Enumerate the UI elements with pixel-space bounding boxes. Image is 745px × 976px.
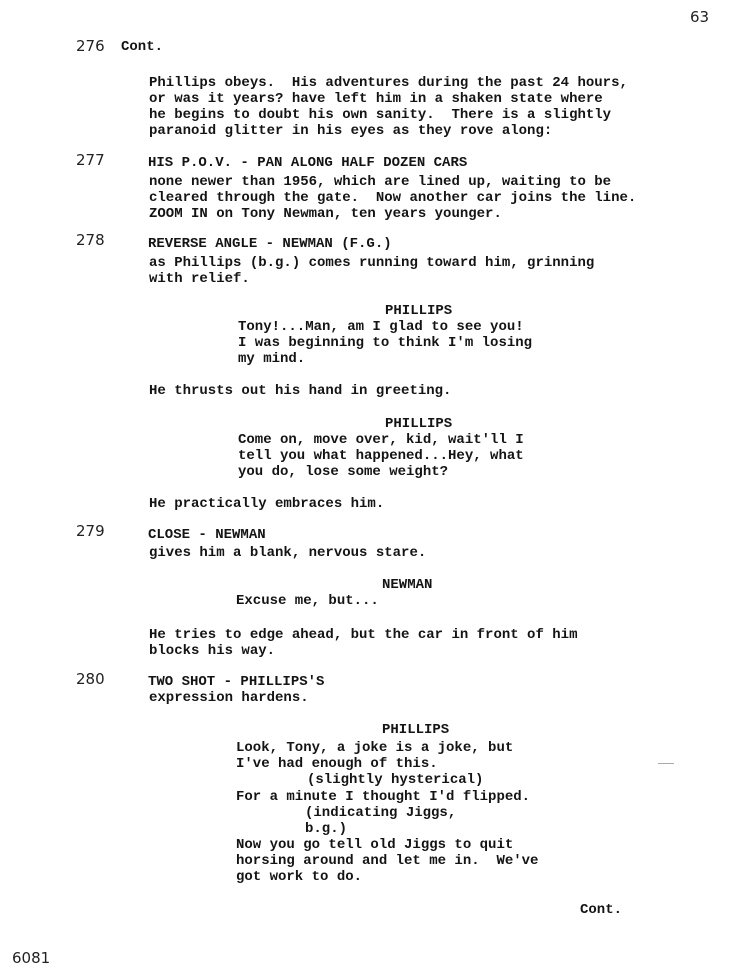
action-line: as Phillips (b.g.) comes running toward him, grinning <box>149 255 595 271</box>
dialogue-line: horsing around and let me in. We've <box>236 853 539 869</box>
action-line: or was it years? have left him in a shaken state where <box>149 91 603 107</box>
margin-mark <box>658 763 674 764</box>
dialogue-line: Excuse me, but... <box>236 593 379 609</box>
continued-footer: Cont. <box>580 902 623 918</box>
character-name: NEWMAN <box>382 577 433 593</box>
action-line: He practically embraces him. <box>149 496 385 512</box>
scene-number-279: 279 <box>76 522 105 540</box>
action-line: ZOOM IN on Tony Newman, ten years younger. <box>149 206 502 222</box>
character-name: PHILLIPS <box>385 303 453 319</box>
action-line: blocks his way. <box>149 643 276 659</box>
action-line: with relief. <box>149 271 250 287</box>
scene-number-280: 280 <box>76 670 105 688</box>
scene-heading-277: HIS P.O.V. - PAN ALONG HALF DOZEN CARS <box>148 155 468 171</box>
parenthetical: (slightly hysterical) <box>307 772 484 788</box>
scene-heading-279: CLOSE - NEWMAN <box>148 527 266 543</box>
parenthetical: (indicating Jiggs, <box>305 805 457 821</box>
dialogue-line: I've had enough of this. <box>236 756 438 772</box>
scene-number-278: 278 <box>76 231 105 249</box>
action-line: none newer than 1956, which are lined up, waiting to be <box>149 174 612 190</box>
character-name: PHILLIPS <box>385 416 453 432</box>
action-line: cleared through the gate. Now another car joins the line. <box>149 190 637 206</box>
continued-label: Cont. <box>121 39 164 55</box>
action-line: Phillips obeys. His adventures during the past 24 hours, <box>149 75 628 91</box>
dialogue-line: Tony!...Man, am I glad to see you! <box>238 319 524 335</box>
parenthetical: b.g.) <box>305 821 348 837</box>
dialogue-line: tell you what happened...Hey, what <box>238 448 524 464</box>
action-line: He tries to edge ahead, but the car in front of him <box>149 627 578 643</box>
dialogue-line: Look, Tony, a joke is a joke, but <box>236 740 514 756</box>
character-name: PHILLIPS <box>382 722 450 738</box>
dialogue-line: Come on, move over, kid, wait'll I <box>238 432 524 448</box>
scene-heading-280: TWO SHOT - PHILLIPS'S <box>148 674 325 690</box>
action-line: he begins to doubt his own sanity. There is a slightly <box>149 107 612 123</box>
dialogue-line: For a minute I thought I'd flipped. <box>236 789 531 805</box>
dialogue-line: got work to do. <box>236 869 363 885</box>
scene-heading-278: REVERSE ANGLE - NEWMAN (F.G.) <box>148 236 392 252</box>
dialogue-line: my mind. <box>238 351 306 367</box>
scene-number-277: 277 <box>76 151 105 169</box>
document-code: 6081 <box>12 949 51 967</box>
dialogue-line: Now you go tell old Jiggs to quit <box>236 837 514 853</box>
action-line: He thrusts out his hand in greeting. <box>149 383 452 399</box>
action-line: paranoid glitter in his eyes as they rove along: <box>149 123 553 139</box>
dialogue-line: I was beginning to think I'm losing <box>238 335 533 351</box>
dialogue-line: you do, lose some weight? <box>238 464 449 480</box>
scene-number-276: 276 <box>76 37 105 55</box>
page-number: 63 <box>690 8 710 26</box>
action-line: gives him a blank, nervous stare. <box>149 545 427 561</box>
action-line: expression hardens. <box>149 690 309 706</box>
